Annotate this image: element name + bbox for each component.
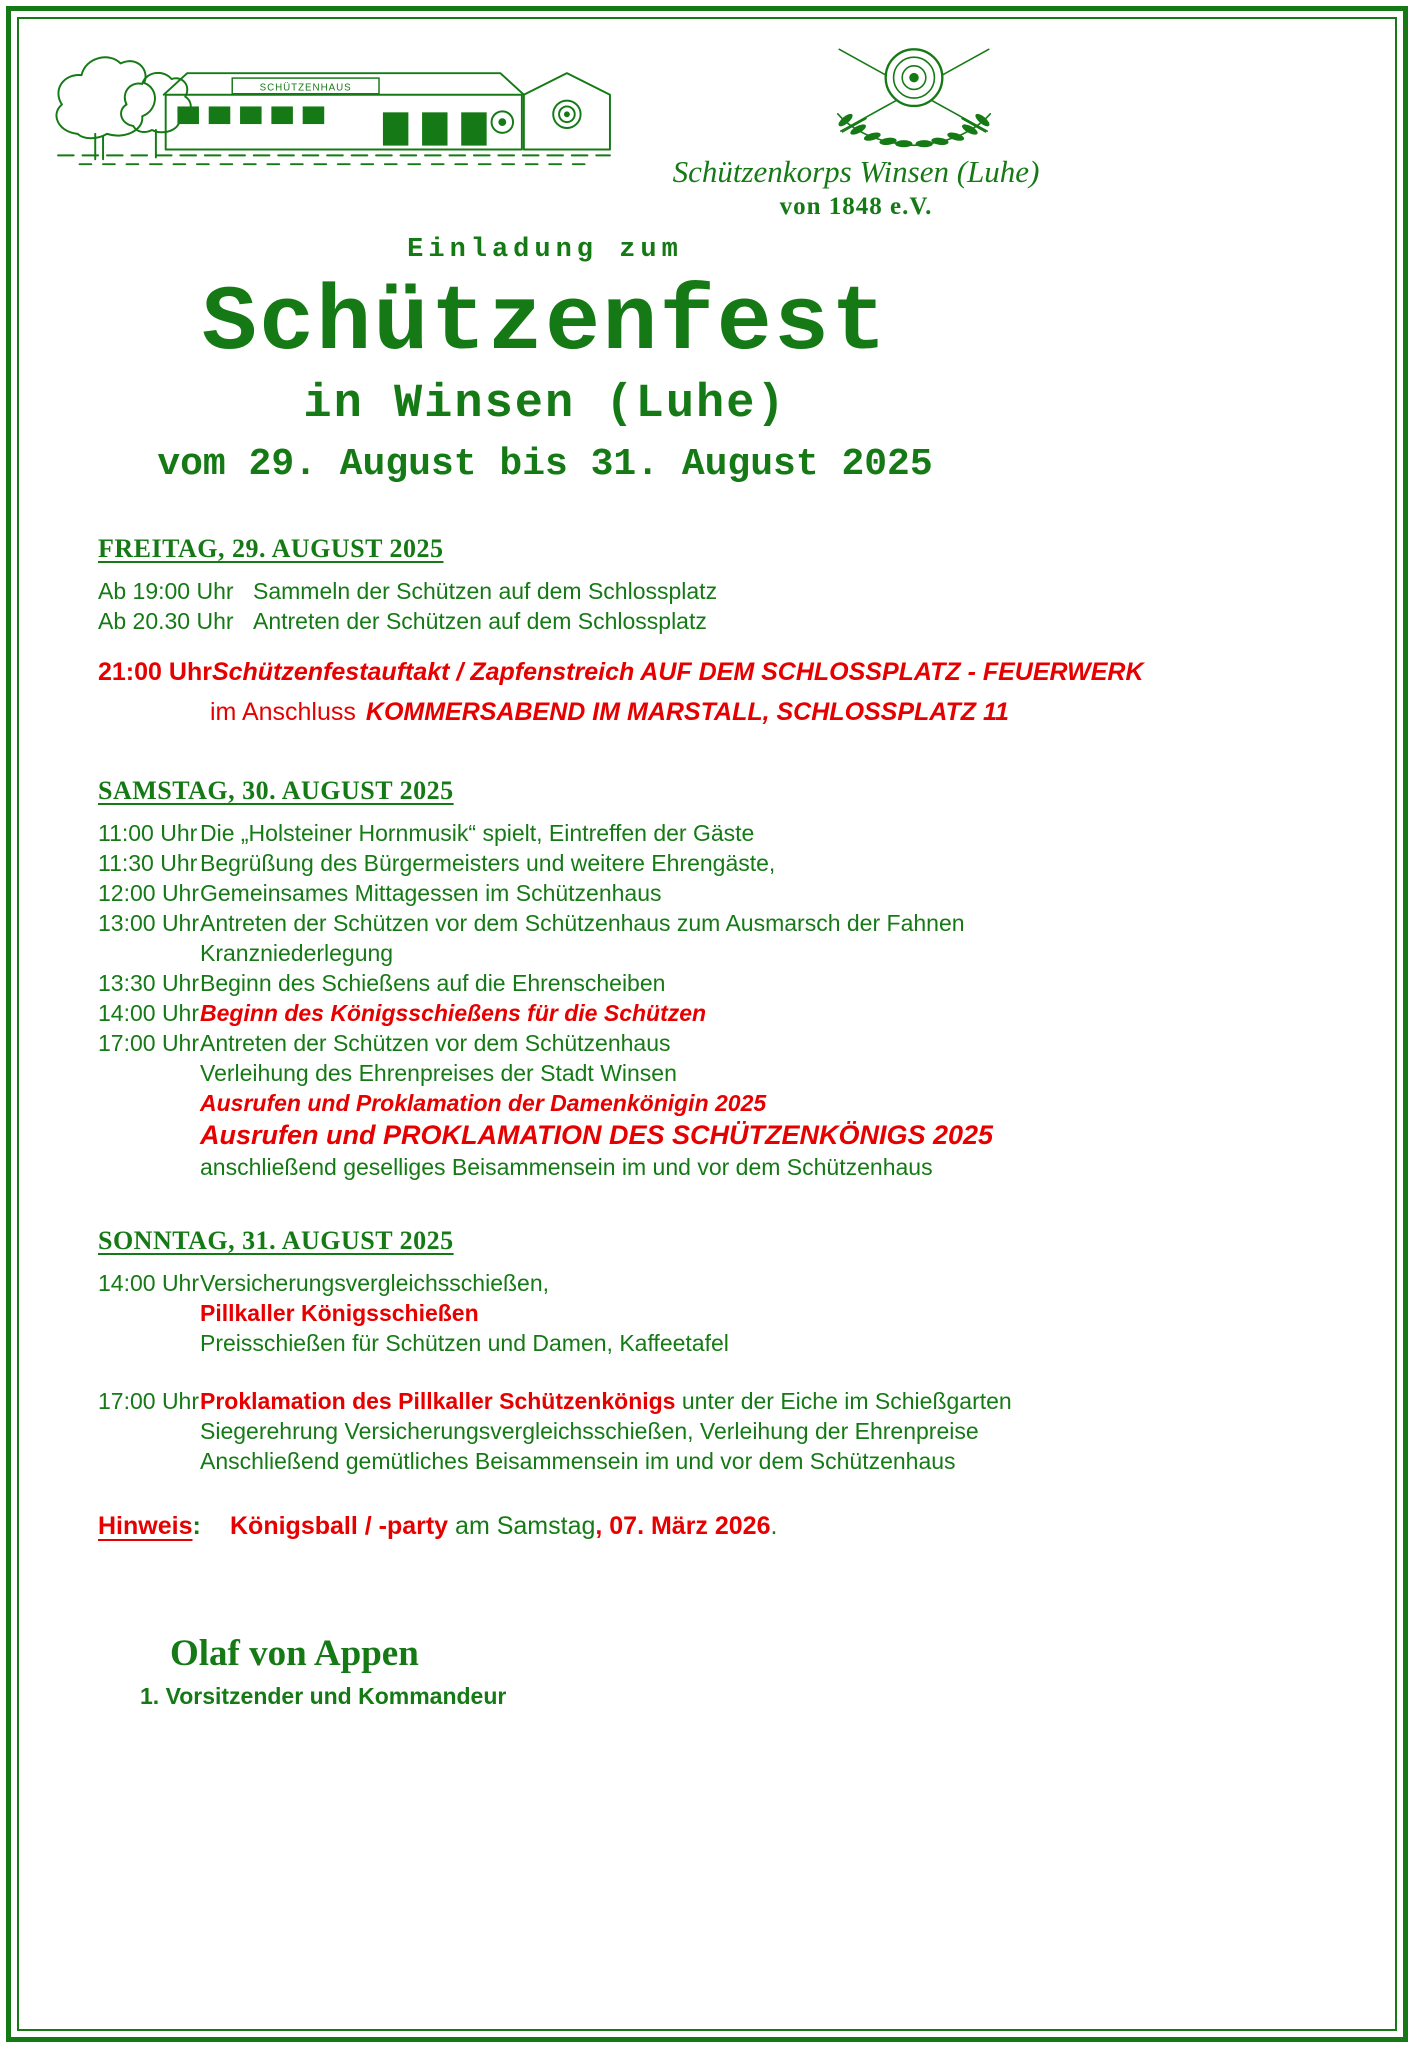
organization-name: Schützenkorps Winsen (Luhe) bbox=[672, 154, 1040, 189]
day-heading-friday: FREITAG, 29. AUGUST 2025 bbox=[98, 534, 444, 563]
event-description-mixed bbox=[200, 1386, 1390, 1416]
event-dates: vom 29. August bis 31. August 2025 bbox=[157, 443, 933, 486]
day-section-sunday bbox=[98, 1226, 1390, 1476]
event-description-highlighted: Ausrufen und Proklamation der Damenkönigin 2025 bbox=[200, 1090, 767, 1116]
event-description-highlighted: Pillkaller Königsschießen bbox=[200, 1300, 479, 1326]
schedule-row bbox=[98, 1386, 1390, 1416]
event-description: Verleihung des Ehrenpreises der Stadt Winsen bbox=[200, 1060, 677, 1086]
event-description-prefix: im Anschluss bbox=[210, 698, 356, 726]
schedule bbox=[40, 534, 1390, 1710]
clubhouse-icon bbox=[164, 73, 610, 149]
club-emblem-icon bbox=[794, 32, 1034, 150]
target-icon bbox=[886, 49, 943, 106]
notice-event: Königsball / -party bbox=[230, 1512, 449, 1540]
title-block bbox=[40, 235, 1050, 486]
event-description-highlighted: Ausrufen und PROKLAMATION DES SCHÜTZENKÖNIGS 2025 bbox=[200, 1120, 994, 1150]
event-time bbox=[98, 938, 200, 968]
schedule-row bbox=[98, 1328, 1390, 1358]
highlight-line-1 bbox=[98, 652, 1390, 692]
schedule-row bbox=[98, 606, 1390, 636]
event-description: unter der Eiche im Schießgarten bbox=[675, 1388, 1012, 1414]
event-time bbox=[98, 1446, 200, 1476]
organization-founding: von 1848 e.V. bbox=[779, 193, 933, 220]
highlight-line-2 bbox=[98, 692, 1390, 732]
masthead bbox=[40, 32, 1390, 221]
notice-label-text: Hinweis bbox=[98, 1512, 193, 1540]
event-time bbox=[98, 1088, 200, 1118]
event-time bbox=[98, 1298, 200, 1328]
event-description: Beginn des Schießens auf die Ehrenscheiben bbox=[200, 970, 666, 996]
event-description-highlighted: Proklamation des Pillkaller Schützenkönigs bbox=[200, 1388, 676, 1414]
ground-hatching bbox=[58, 155, 610, 164]
event-description: Schützenfestauftakt / Zapfenstreich AUF DEM SCHLOSSPLATZ - FEUERWERK bbox=[211, 658, 1144, 686]
event-description: Versicherungsvergleichsschießen, bbox=[200, 1270, 550, 1296]
schedule-row bbox=[98, 998, 1390, 1028]
schuetzenhaus-illustration-icon bbox=[40, 36, 628, 173]
event-description: Antreten der Schützen vor dem Schützenhaus zum Ausmarsch der Fahnen bbox=[200, 910, 965, 936]
day-section-friday bbox=[98, 534, 1390, 732]
schedule-row bbox=[98, 968, 1390, 998]
laurel-wreath-icon bbox=[837, 112, 992, 147]
event-time bbox=[98, 1152, 200, 1182]
event-time: 14:00 Uhr bbox=[98, 1270, 200, 1296]
schedule-row bbox=[98, 1416, 1390, 1446]
event-time: 13:00 Uhr bbox=[98, 910, 200, 936]
notice-body bbox=[230, 1510, 777, 1542]
schedule-row bbox=[98, 1058, 1390, 1088]
event-description: Begrüßung des Bürgermeisters und weitere Ehrengäste, bbox=[200, 850, 776, 876]
notice-label bbox=[98, 1510, 230, 1542]
event-time: Ab 20.30 Uhr bbox=[98, 608, 234, 634]
event-description: Kranzniederlegung bbox=[200, 940, 394, 966]
event-location: in Winsen (Luhe) bbox=[303, 378, 787, 431]
signer-role: 1. Vorsitzender und Kommandeur bbox=[140, 1683, 507, 1709]
event-time: 17:00 Uhr bbox=[98, 1030, 200, 1056]
event-description: Siegerehrung Versicherungsvergleichsschießen, Verleihung der Ehrenpreise bbox=[200, 1418, 979, 1444]
schedule-row bbox=[98, 1152, 1390, 1182]
building-sign-label: SCHÜTZENHAUS bbox=[259, 82, 352, 94]
event-time bbox=[98, 1328, 200, 1358]
event-time bbox=[98, 1118, 200, 1152]
page-content bbox=[24, 24, 1390, 2024]
schedule-row bbox=[98, 1446, 1390, 1476]
notice-label-colon: : bbox=[192, 1512, 201, 1540]
day-heading-sunday: SONNTAG, 31. AUGUST 2025 bbox=[98, 1226, 454, 1255]
event-time: 21:00 Uhr bbox=[98, 658, 212, 686]
organization-block bbox=[656, 32, 1056, 221]
event-description: anschließend geselliges Beisammensein im und vor dem Schützenhaus bbox=[200, 1154, 933, 1180]
event-description-highlighted: Beginn des Königsschießens für die Schützen bbox=[200, 1000, 707, 1026]
event-description: Sammeln der Schützen auf dem Schlossplatz bbox=[253, 578, 718, 604]
schedule-row bbox=[98, 908, 1390, 938]
event-description: KOMMERSABEND IM MARSTALL, SCHLOSSPLATZ 11 bbox=[365, 698, 1009, 726]
event-description: Antreten der Schützen vor dem Schützenhaus bbox=[200, 1030, 671, 1056]
event-time: 14:00 Uhr bbox=[98, 1000, 200, 1026]
event-time: 11:30 Uhr bbox=[98, 850, 198, 876]
event-time: 17:00 Uhr bbox=[98, 1388, 200, 1414]
event-description: Preisschießen für Schützen und Damen, Kaffeetafel bbox=[200, 1330, 729, 1356]
notice-line bbox=[98, 1510, 1390, 1542]
event-description: Anschließend gemütliches Beisammensein im und vor dem Schützenhaus bbox=[200, 1448, 956, 1474]
event-time: 11:00 Uhr bbox=[98, 820, 198, 846]
schedule-row bbox=[98, 848, 1390, 878]
friday-highlight bbox=[98, 652, 1390, 732]
day-section-saturday bbox=[98, 776, 1390, 1182]
signature-block bbox=[98, 1632, 1390, 1710]
schedule-row bbox=[98, 938, 1390, 968]
notice-connector: am Samstag bbox=[448, 1512, 596, 1540]
schedule-row bbox=[98, 1088, 1390, 1118]
event-title: Schützenfest bbox=[201, 271, 889, 376]
tree-icon bbox=[56, 57, 190, 159]
event-time: Ab 19:00 Uhr bbox=[98, 578, 234, 604]
event-description: Antreten der Schützen auf dem Schlossplatz bbox=[253, 608, 707, 634]
notice-date: , 07. März 2026 bbox=[595, 1512, 771, 1540]
schedule-row bbox=[98, 878, 1390, 908]
event-time: 12:00 Uhr bbox=[98, 880, 200, 906]
event-time: 13:30 Uhr bbox=[98, 970, 200, 996]
invitation-kicker: Einladung zum bbox=[407, 235, 683, 265]
notice-period: . bbox=[770, 1512, 778, 1540]
signer-name: Olaf von Appen bbox=[170, 1633, 419, 1674]
schedule-row bbox=[98, 818, 1390, 848]
schedule-row bbox=[98, 1118, 1390, 1152]
event-description: Die „Holsteiner Hornmusik“ spielt, Eintreffen der Gäste bbox=[200, 820, 755, 846]
event-time bbox=[98, 1416, 200, 1446]
schedule-row bbox=[98, 1268, 1390, 1298]
schedule-row bbox=[98, 576, 1390, 606]
event-time bbox=[98, 1058, 200, 1088]
schedule-row bbox=[98, 1028, 1390, 1058]
schedule-row bbox=[98, 1298, 1390, 1328]
event-description: Gemeinsames Mittagessen im Schützenhaus bbox=[200, 880, 662, 906]
day-heading-saturday: SAMSTAG, 30. AUGUST 2025 bbox=[98, 776, 454, 805]
